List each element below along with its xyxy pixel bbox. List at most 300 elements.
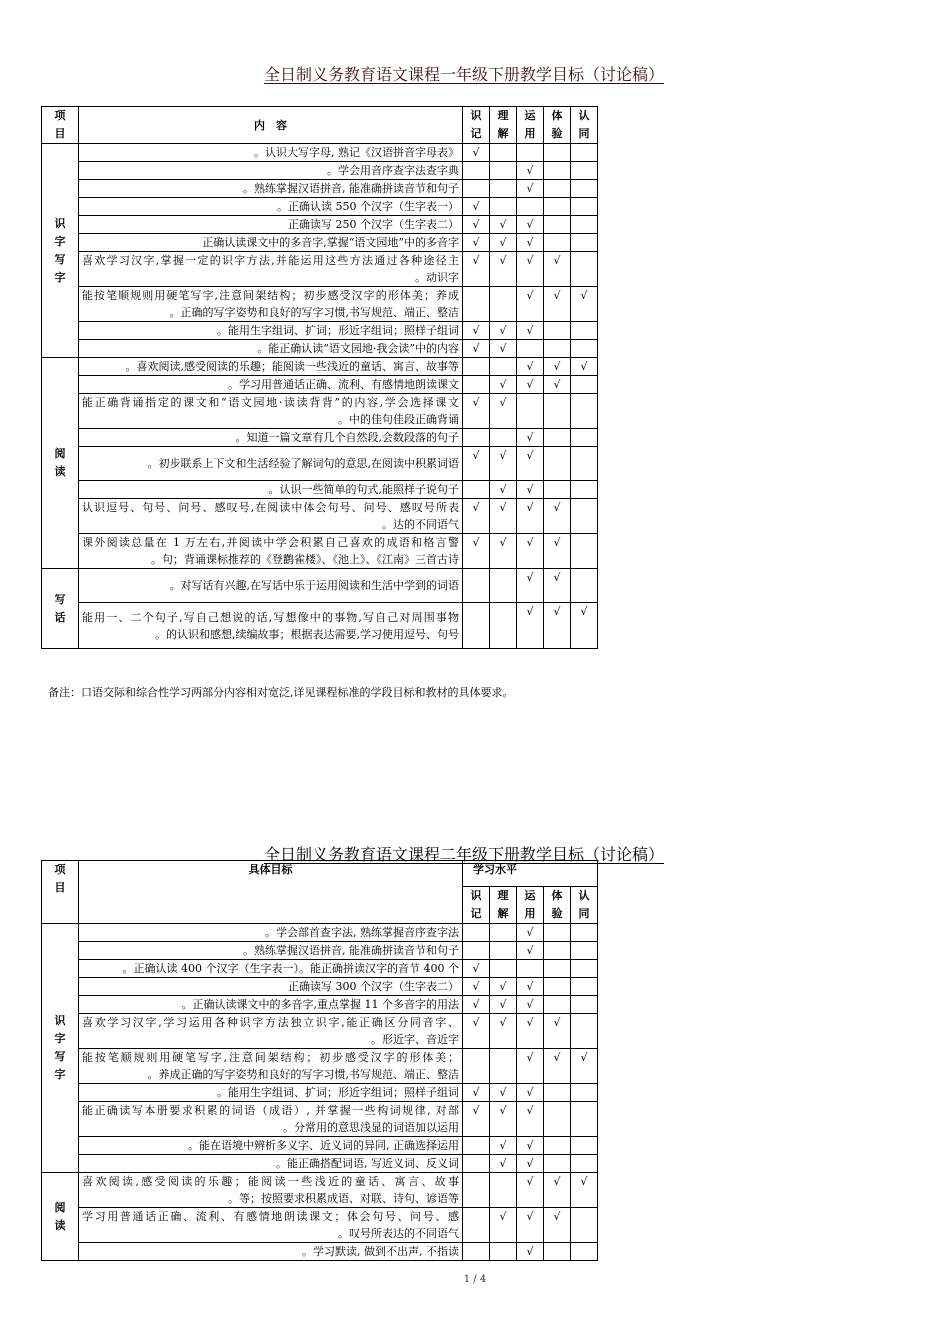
level-check-cell: √: [490, 234, 517, 252]
level-check-cell: √: [571, 287, 598, 322]
objective-cell: [79, 234, 463, 252]
table-row: [42, 162, 598, 180]
objective-line: 喜欢学习汉字,掌握一定的识字方法,并能运用这些方法通过各种途径主: [82, 254, 459, 267]
table-row: [42, 144, 598, 162]
label-char: 理: [497, 109, 509, 122]
level-check-cell: [544, 924, 571, 942]
header-item: [42, 861, 79, 924]
level-check-cell: √: [463, 960, 490, 978]
level-check-cell: [490, 358, 517, 376]
level-check-cell: √: [571, 358, 598, 376]
level-check-cell: [544, 1155, 571, 1173]
header-item: [42, 107, 79, 144]
level-check-cell: [463, 1208, 490, 1243]
objective-line: 。学习默读, 做到不出声, 不指读: [302, 1245, 459, 1258]
label-char: 运: [524, 889, 536, 902]
section-label: [42, 144, 79, 358]
level-check-cell: √: [463, 252, 490, 287]
table-row: [42, 340, 598, 358]
level-check-cell: [544, 429, 571, 447]
objective-line: 。学会用音序查字法查字典: [327, 164, 459, 177]
level-check-cell: [544, 340, 571, 358]
level-check-cell: √: [463, 198, 490, 216]
section-label: [42, 1173, 79, 1261]
objective-cell: [79, 960, 463, 978]
level-check-cell: √: [463, 340, 490, 358]
level-check-cell: [463, 1173, 490, 1208]
level-check-cell: [490, 1173, 517, 1208]
grade2-objectives-table: [41, 860, 598, 1261]
level-check-cell: √: [517, 358, 544, 376]
level-check-cell: √: [490, 322, 517, 340]
label-char: 目: [54, 881, 66, 894]
level-check-cell: [490, 1243, 517, 1261]
level-check-cell: [517, 394, 544, 429]
level-check-cell: √: [490, 534, 517, 569]
label-char: 读: [54, 465, 66, 478]
level-check-cell: √: [517, 162, 544, 180]
table-row: [42, 942, 598, 960]
level-check-cell: [517, 144, 544, 162]
label-char: 解: [497, 127, 509, 140]
level-check-cell: √: [463, 447, 490, 481]
header-level: [517, 107, 544, 144]
objective-line: 喜欢学习汉字,学习运用各种识字方法独立识字,能正确区分同音字、: [82, 1016, 459, 1029]
level-check-cell: √: [517, 534, 544, 569]
objective-cell: [79, 1155, 463, 1173]
level-check-cell: √: [517, 1208, 544, 1243]
level-check-cell: √: [490, 499, 517, 534]
level-check-cell: √: [517, 499, 544, 534]
header-level: [463, 887, 490, 924]
objective-line: 。学会部首查字法, 熟练掌握音序查字法: [265, 926, 459, 939]
level-check-cell: [544, 1243, 571, 1261]
table-row: [42, 394, 598, 429]
objective-line: 。喜欢阅读,感受阅读的乐趣；能阅读一些浅近的童话、寓言、故事等: [125, 360, 459, 373]
level-check-cell: √: [517, 924, 544, 942]
section-label: [42, 358, 79, 569]
objective-cell: [79, 1049, 463, 1084]
table-row: [42, 1243, 598, 1261]
label-char: 解: [497, 907, 509, 920]
level-check-cell: √: [544, 376, 571, 394]
label-char: 阅: [54, 1200, 66, 1214]
level-check-cell: [490, 198, 517, 216]
objective-line: 学习用普通话正确、流利、有感情地朗读课文；体会句号、问号、感: [82, 1210, 459, 1223]
objective-cell: [79, 1208, 463, 1243]
level-check-cell: [544, 978, 571, 996]
level-check-cell: √: [517, 1084, 544, 1102]
level-check-cell: [544, 960, 571, 978]
level-check-cell: [571, 1155, 598, 1173]
objective-cell: [79, 1102, 463, 1137]
objective-cell: [79, 924, 463, 942]
level-check-cell: √: [517, 234, 544, 252]
level-check-cell: √: [517, 603, 544, 649]
level-check-cell: [463, 603, 490, 649]
level-check-cell: [571, 429, 598, 447]
level-check-cell: √: [490, 1102, 517, 1137]
label-char: 写: [54, 252, 66, 266]
objective-line: 。正确认读 400 个汉字（生字表一）。能正确拼读汉字的音节 400 个: [122, 962, 459, 975]
label-char: 目: [54, 127, 66, 140]
label-char: 理: [497, 889, 509, 902]
level-check-cell: [463, 481, 490, 499]
objective-line: 。中的佳句佳段正确背诵: [338, 413, 459, 426]
label-char: 识: [470, 109, 482, 122]
level-check-cell: √: [490, 1137, 517, 1155]
header-level: [571, 887, 598, 924]
level-check-cell: √: [463, 322, 490, 340]
level-check-cell: √: [463, 394, 490, 429]
level-check-cell: √: [517, 481, 544, 499]
objective-line: 。正确认读 550 个汉字（生字表一）: [277, 200, 459, 213]
level-check-cell: √: [517, 1243, 544, 1261]
page-title-grade1: 全日制义务教育语文课程一年级下册教学目标（讨论稿）: [264, 65, 665, 84]
level-check-cell: [571, 978, 598, 996]
level-check-cell: [544, 1084, 571, 1102]
table-row: [42, 534, 598, 569]
level-check-cell: √: [571, 1173, 598, 1208]
label-char: 字: [54, 234, 66, 248]
level-check-cell: √: [490, 1208, 517, 1243]
objective-line: 。形近字、音近字: [371, 1033, 459, 1046]
level-check-cell: [571, 960, 598, 978]
table-row: [42, 252, 598, 287]
label-char: 认: [578, 109, 590, 122]
table-row: [42, 1102, 598, 1137]
level-check-cell: √: [463, 1084, 490, 1102]
level-check-cell: [571, 198, 598, 216]
label-char: 记: [470, 127, 482, 140]
objective-cell: [79, 162, 463, 180]
label-char: 同: [578, 127, 590, 140]
label-char: 字: [54, 1032, 66, 1045]
level-check-cell: [571, 1084, 598, 1102]
level-check-cell: √: [490, 481, 517, 499]
label-char: 写: [54, 1050, 66, 1063]
header-row: [42, 107, 598, 144]
level-check-cell: √: [517, 180, 544, 198]
objective-cell: [79, 996, 463, 1014]
level-check-cell: √: [517, 429, 544, 447]
table-row: [42, 1173, 598, 1208]
label-char: 识: [470, 889, 482, 902]
objective-cell: [79, 569, 463, 603]
level-check-cell: [463, 358, 490, 376]
table-row: [42, 1208, 598, 1243]
level-check-cell: [463, 287, 490, 322]
level-check-cell: [490, 942, 517, 960]
footnote: 备注：口语交际和综合性学习两部分内容相对宽泛,详见课程标准的学段目标和教材的具体要求。: [48, 686, 514, 699]
level-check-cell: [544, 996, 571, 1014]
level-check-cell: √: [517, 216, 544, 234]
level-check-cell: [463, 1137, 490, 1155]
objective-line: 。认识一些简单的句式,能照样子说句子: [268, 483, 459, 496]
level-check-cell: [490, 180, 517, 198]
objective-line: 。正确认读课文中的多音字,重点掌握 11 个多音字的用法: [181, 998, 459, 1011]
objective-line: 。能正确认读“语文园地·我会读”中的内容: [257, 342, 459, 355]
label-char: 字: [54, 270, 66, 284]
level-check-cell: [463, 942, 490, 960]
objective-line: 。认识大写字母, 熟记《汉语拼音字母表》: [254, 146, 459, 159]
label-char: 验: [551, 907, 563, 920]
level-check-cell: [517, 198, 544, 216]
objective-cell: [79, 1137, 463, 1155]
level-check-cell: [571, 180, 598, 198]
objective-line: 。养成正确的写字姿势和良好的写字习惯,书写规范、端正、整洁: [147, 1068, 459, 1081]
level-check-cell: [463, 1155, 490, 1173]
level-check-cell: [544, 144, 571, 162]
label-char: 阅: [54, 447, 66, 460]
header-level-group: 学习水平: [463, 861, 598, 887]
level-check-cell: √: [517, 942, 544, 960]
label-char: 用: [524, 907, 536, 920]
level-check-cell: [571, 252, 598, 287]
level-check-cell: √: [517, 287, 544, 322]
level-check-cell: [544, 1102, 571, 1137]
level-check-cell: [490, 924, 517, 942]
level-check-cell: √: [490, 394, 517, 429]
level-check-cell: √: [517, 1155, 544, 1173]
level-check-cell: [490, 603, 517, 649]
table-row: [42, 481, 598, 499]
level-check-cell: √: [463, 216, 490, 234]
level-check-cell: [544, 481, 571, 499]
level-check-cell: √: [490, 447, 517, 481]
level-check-cell: [571, 499, 598, 534]
level-check-cell: √: [463, 534, 490, 569]
section-label: [42, 924, 79, 1173]
objective-line: 能正确背诵指定的课文和“语文园地·读读背背”的内容,学会选择课文: [82, 396, 459, 409]
objective-cell: [79, 1173, 463, 1208]
objective-line: 能正确读写本册要求积累的词语（成语）, 并掌握一些构词规律, 对部: [82, 1104, 459, 1117]
label-char: 识: [54, 1014, 66, 1027]
level-check-cell: √: [517, 322, 544, 340]
level-check-cell: √: [490, 252, 517, 287]
table-row: [42, 1137, 598, 1155]
label-char: 认: [578, 889, 590, 902]
page-number: 1 / 4: [463, 1274, 487, 1285]
objective-line: 。学习用普通话正确、流利、有感情地朗读课文: [228, 378, 459, 391]
header-level: [463, 107, 490, 144]
level-check-cell: [490, 1049, 517, 1084]
level-check-cell: √: [463, 996, 490, 1014]
header-level: [517, 887, 544, 924]
level-check-cell: [571, 569, 598, 603]
level-check-cell: [544, 394, 571, 429]
level-check-cell: √: [490, 340, 517, 358]
level-check-cell: [571, 1102, 598, 1137]
level-check-cell: [571, 534, 598, 569]
level-check-cell: [463, 1243, 490, 1261]
level-check-cell: √: [544, 499, 571, 534]
level-check-cell: [544, 162, 571, 180]
level-check-cell: √: [544, 287, 571, 322]
level-check-cell: √: [463, 978, 490, 996]
objective-cell: [79, 603, 463, 649]
header-level: [544, 887, 571, 924]
level-check-cell: √: [544, 603, 571, 649]
table-row: [42, 216, 598, 234]
header-level: [490, 107, 517, 144]
objective-line: 课外阅读总量在 1 万左右,并阅读中学会积累自己喜欢的成语和格言警: [82, 536, 459, 549]
level-check-cell: √: [571, 603, 598, 649]
objective-line: 。熟练掌握汉语拼音, 能准确拼读音节和句子: [243, 182, 459, 195]
objective-line: 。熟练掌握汉语拼音, 能准确拼读音节和句子: [243, 944, 459, 957]
label-char: 记: [470, 907, 482, 920]
level-check-cell: [571, 394, 598, 429]
level-check-cell: [571, 376, 598, 394]
level-check-cell: [463, 376, 490, 394]
level-check-cell: [490, 569, 517, 603]
objective-line: 。动识字: [415, 271, 459, 284]
level-check-cell: √: [490, 996, 517, 1014]
objective-line: 能按笔顺规则用硬笔写字,注意间架结构；初步感受汉字的形体美；: [82, 1051, 459, 1064]
table-row: [42, 358, 598, 376]
objective-cell: [79, 144, 463, 162]
objective-cell: [79, 499, 463, 534]
level-check-cell: √: [463, 234, 490, 252]
level-check-cell: √: [517, 252, 544, 287]
level-check-cell: [544, 180, 571, 198]
level-check-cell: √: [490, 1014, 517, 1049]
objective-line: 。达的不同语气: [382, 518, 459, 531]
objective-line: 。叹号所表达的不同语气: [338, 1227, 459, 1240]
label-char: 话: [54, 610, 66, 624]
level-check-cell: [544, 447, 571, 481]
table-row: [42, 322, 598, 340]
objective-line: 。等；按照要求积累成语、对联、诗句、谚语等: [228, 1192, 459, 1205]
objective-cell: [79, 942, 463, 960]
level-check-cell: [544, 198, 571, 216]
objective-cell: [79, 978, 463, 996]
level-check-cell: [571, 234, 598, 252]
level-check-cell: [544, 1137, 571, 1155]
level-check-cell: [544, 216, 571, 234]
level-check-cell: [571, 1014, 598, 1049]
level-check-cell: [544, 942, 571, 960]
level-check-cell: √: [517, 447, 544, 481]
objective-cell: [79, 447, 463, 481]
objective-cell: [79, 394, 463, 429]
objective-line: 。句；背诵课标推荐的《登鹳雀楼》、《池上》、《江南》三首古诗: [151, 553, 459, 566]
label-char: 项: [54, 109, 66, 122]
objective-line: 。初步联系上下文和生活经验了解词句的意思,在阅读中积累词语: [147, 457, 459, 470]
header-row: [42, 861, 598, 887]
level-check-cell: √: [517, 1049, 544, 1084]
level-check-cell: [571, 996, 598, 1014]
level-check-cell: √: [463, 499, 490, 534]
level-check-cell: [490, 287, 517, 322]
level-check-cell: [490, 429, 517, 447]
level-check-cell: [463, 429, 490, 447]
objective-line: 。正确的写字姿势和良好的写字习惯,书写规范、端正、整洁: [169, 306, 459, 319]
objective-line: 。对写话有兴趣,在写话中乐于运用阅读和生活中学到的词语: [169, 579, 459, 592]
level-check-cell: [571, 447, 598, 481]
label-char: 体: [551, 889, 563, 902]
table-row: [42, 499, 598, 534]
level-check-cell: [571, 1243, 598, 1261]
level-check-cell: [571, 924, 598, 942]
level-check-cell: √: [490, 1155, 517, 1173]
level-check-cell: √: [544, 534, 571, 569]
level-check-cell: [463, 1049, 490, 1084]
level-check-cell: [463, 569, 490, 603]
label-char: 用: [524, 127, 536, 140]
level-check-cell: [517, 340, 544, 358]
header-level: [490, 887, 517, 924]
objective-line: 能按笔顺规则用硬笔写字,注意间架结构；初步感受汉字的形体美；养成: [82, 289, 459, 302]
table-row: [42, 1014, 598, 1049]
level-check-cell: √: [544, 1208, 571, 1243]
level-check-cell: √: [490, 216, 517, 234]
header-level: [571, 107, 598, 144]
level-check-cell: √: [490, 1084, 517, 1102]
level-check-cell: √: [463, 1102, 490, 1137]
level-check-cell: [517, 960, 544, 978]
table-row: [42, 234, 598, 252]
level-check-cell: [463, 180, 490, 198]
level-check-cell: √: [517, 569, 544, 603]
level-check-cell: [463, 162, 490, 180]
level-check-cell: √: [517, 996, 544, 1014]
objective-cell: [79, 376, 463, 394]
objective-line: 喜欢阅读,感受阅读的乐趣；能阅读一些浅近的童话、寓言、故事: [82, 1175, 459, 1188]
level-check-cell: √: [463, 1014, 490, 1049]
level-check-cell: [571, 162, 598, 180]
level-check-cell: [571, 1137, 598, 1155]
table-row: [42, 376, 598, 394]
level-check-cell: √: [544, 569, 571, 603]
level-check-cell: √: [571, 1049, 598, 1084]
objective-line: 。知道一篇文章有几个自然段,会数段落的句子: [235, 431, 459, 444]
objective-line: 认识逗号、句号、问号、感叹号,在阅读中体会句号、问号、感叹号所表: [82, 501, 459, 514]
label-char: 同: [578, 907, 590, 920]
table-row: [42, 978, 598, 996]
objective-cell: [79, 1014, 463, 1049]
objective-line: 正确认读课文中的多音字,掌握“语文园地”中的多音字: [202, 236, 459, 249]
level-check-cell: [571, 942, 598, 960]
objective-cell: [79, 198, 463, 216]
level-check-cell: √: [517, 978, 544, 996]
objective-line: 。能用生字组词、扩词；形近字组词；照样子组词: [217, 324, 459, 337]
objective-cell: [79, 287, 463, 322]
level-check-cell: √: [544, 252, 571, 287]
level-check-cell: √: [544, 358, 571, 376]
label-char: 读: [54, 1218, 66, 1232]
label-char: 验: [551, 127, 563, 140]
table-row: [42, 1084, 598, 1102]
level-check-cell: √: [490, 376, 517, 394]
objective-cell: [79, 340, 463, 358]
label-char: 项: [54, 863, 66, 876]
level-check-cell: √: [544, 1014, 571, 1049]
level-check-cell: √: [490, 978, 517, 996]
level-check-cell: √: [517, 1137, 544, 1155]
table-row: [42, 603, 598, 649]
level-check-cell: [490, 960, 517, 978]
objective-cell: [79, 481, 463, 499]
objective-cell: [79, 180, 463, 198]
level-check-cell: [571, 144, 598, 162]
level-check-cell: [571, 481, 598, 499]
level-check-cell: [490, 162, 517, 180]
level-check-cell: [571, 340, 598, 358]
objective-cell: [79, 216, 463, 234]
objective-line: 正确读写 300 个汉字（生字表二）: [288, 980, 459, 993]
level-check-cell: √: [544, 1049, 571, 1084]
